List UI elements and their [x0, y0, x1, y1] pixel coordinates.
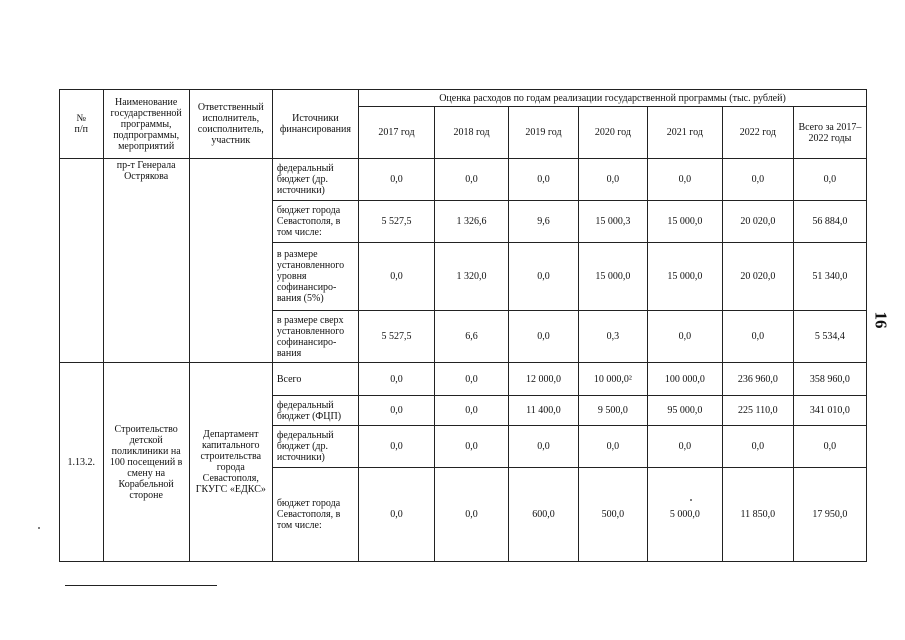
- scan-speck: [690, 499, 692, 501]
- value-cell: 0,0: [435, 159, 509, 201]
- value-cell: 0,0: [435, 396, 509, 426]
- executor-cell: [189, 159, 272, 363]
- value-cell: 500,0: [578, 468, 647, 562]
- expenditure-table: [59, 89, 867, 562]
- header-year: 2020 год: [578, 107, 647, 159]
- table-row: [60, 159, 867, 201]
- footnote-separator: [65, 585, 217, 586]
- value-cell: 15 000,0: [647, 243, 722, 311]
- value-cell: 0,0: [359, 159, 435, 201]
- header-estimate: Оценка расходов по годам реализации государственной программы (тыс. рублей): [359, 90, 867, 107]
- executor-cell: Департамент капитального строительства города Севастополя, ГКУГС «ЕДКС»: [189, 363, 272, 562]
- value-cell: 15 000,3: [578, 201, 647, 243]
- value-cell: 0,0: [722, 426, 793, 468]
- value-cell: 15 000,0: [578, 243, 647, 311]
- page-number: 16: [871, 311, 891, 329]
- header-num: № п/п: [60, 90, 104, 159]
- source-cell: в размере установленного уровня софинансиро-вания (5%): [272, 243, 358, 311]
- value-cell: 0,0: [722, 159, 793, 201]
- measure-name-cell: пр-т Генерала Острякова: [103, 159, 189, 363]
- header-year: 2017 год: [359, 107, 435, 159]
- value-cell: 5 000,0: [647, 468, 722, 562]
- value-cell: 225 110,0: [722, 396, 793, 426]
- source-cell: Всего: [272, 363, 358, 396]
- value-cell: 0,0: [793, 426, 866, 468]
- source-cell: федеральный бюджет (ФЦП): [272, 396, 358, 426]
- value-cell: 0,0: [359, 243, 435, 311]
- value-cell: 0,0: [509, 426, 579, 468]
- header-source: Источники финансирования: [272, 90, 358, 159]
- header-year: 2021 год: [647, 107, 722, 159]
- value-cell: 20 020,0: [722, 201, 793, 243]
- value-cell: 0,0: [509, 159, 579, 201]
- scan-speck: [38, 527, 40, 529]
- value-cell: 358 960,0: [793, 363, 866, 396]
- value-cell: 6,6: [435, 311, 509, 363]
- value-cell: 0,0: [647, 311, 722, 363]
- value-cell: 15 000,0: [647, 201, 722, 243]
- source-cell: федеральный бюджет (др. источники): [272, 426, 358, 468]
- value-cell: 0,0: [359, 468, 435, 562]
- value-cell: 12 000,0: [509, 363, 579, 396]
- value-cell: 0,0: [359, 396, 435, 426]
- value-cell: 0,0: [578, 159, 647, 201]
- value-cell: 0,3: [578, 311, 647, 363]
- value-cell: 17 950,0: [793, 468, 866, 562]
- value-cell: 11 400,0: [509, 396, 579, 426]
- value-cell: 236 960,0: [722, 363, 793, 396]
- value-cell: 0,0: [647, 159, 722, 201]
- value-cell: 5 527,5: [359, 311, 435, 363]
- value-cell: 95 000,0: [647, 396, 722, 426]
- value-cell: 0,0: [509, 243, 579, 311]
- header-name: Наименование государственной программы, подпрограммы, мероприятий: [103, 90, 189, 159]
- measure-name-cell: Строительство детской поликлиники на 100 посещений в смену на Корабельной стороне: [103, 363, 189, 562]
- header-total: Всего за 2017–2022 годы: [793, 107, 866, 159]
- value-cell: 0,0: [435, 468, 509, 562]
- value-cell: 9,6: [509, 201, 579, 243]
- source-cell: федеральный бюджет (др. источники): [272, 159, 358, 201]
- source-cell: бюджет города Севастополя, в том числе:: [272, 201, 358, 243]
- value-cell: 0,0: [359, 426, 435, 468]
- value-cell: 1 320,0: [435, 243, 509, 311]
- row-number-cell: 1.13.2.: [60, 363, 104, 562]
- value-cell: 51 340,0: [793, 243, 866, 311]
- source-cell: в размере сверх установленного софинансиро-вания: [272, 311, 358, 363]
- value-cell: 20 020,0: [722, 243, 793, 311]
- value-cell: 0,0: [647, 426, 722, 468]
- value-cell: 5 534,4: [793, 311, 866, 363]
- value-cell: 0,0: [435, 426, 509, 468]
- value-cell: 0,0: [435, 363, 509, 396]
- header-executor: Ответственный исполнитель, соисполнитель, участник: [189, 90, 272, 159]
- value-cell: 11 850,0: [722, 468, 793, 562]
- value-cell: 5 527,5: [359, 201, 435, 243]
- value-cell: 56 884,0: [793, 201, 866, 243]
- source-cell: бюджет города Севастополя, в том числе:: [272, 468, 358, 562]
- value-cell: 1 326,6: [435, 201, 509, 243]
- header-year: 2019 год: [509, 107, 579, 159]
- value-cell: 10 000,0²: [578, 363, 647, 396]
- header-row: [60, 90, 867, 107]
- value-cell: 0,0: [509, 311, 579, 363]
- value-cell: 0,0: [359, 363, 435, 396]
- value-cell: 0,0: [793, 159, 866, 201]
- value-cell: 0,0: [578, 426, 647, 468]
- header-year: 2022 год: [722, 107, 793, 159]
- value-cell: 600,0: [509, 468, 579, 562]
- row-number-cell: [60, 159, 104, 363]
- value-cell: 0,0: [722, 311, 793, 363]
- header-year: 2018 год: [435, 107, 509, 159]
- value-cell: 9 500,0: [578, 396, 647, 426]
- value-cell: 100 000,0: [647, 363, 722, 396]
- value-cell: 341 010,0: [793, 396, 866, 426]
- table-row: [60, 363, 867, 396]
